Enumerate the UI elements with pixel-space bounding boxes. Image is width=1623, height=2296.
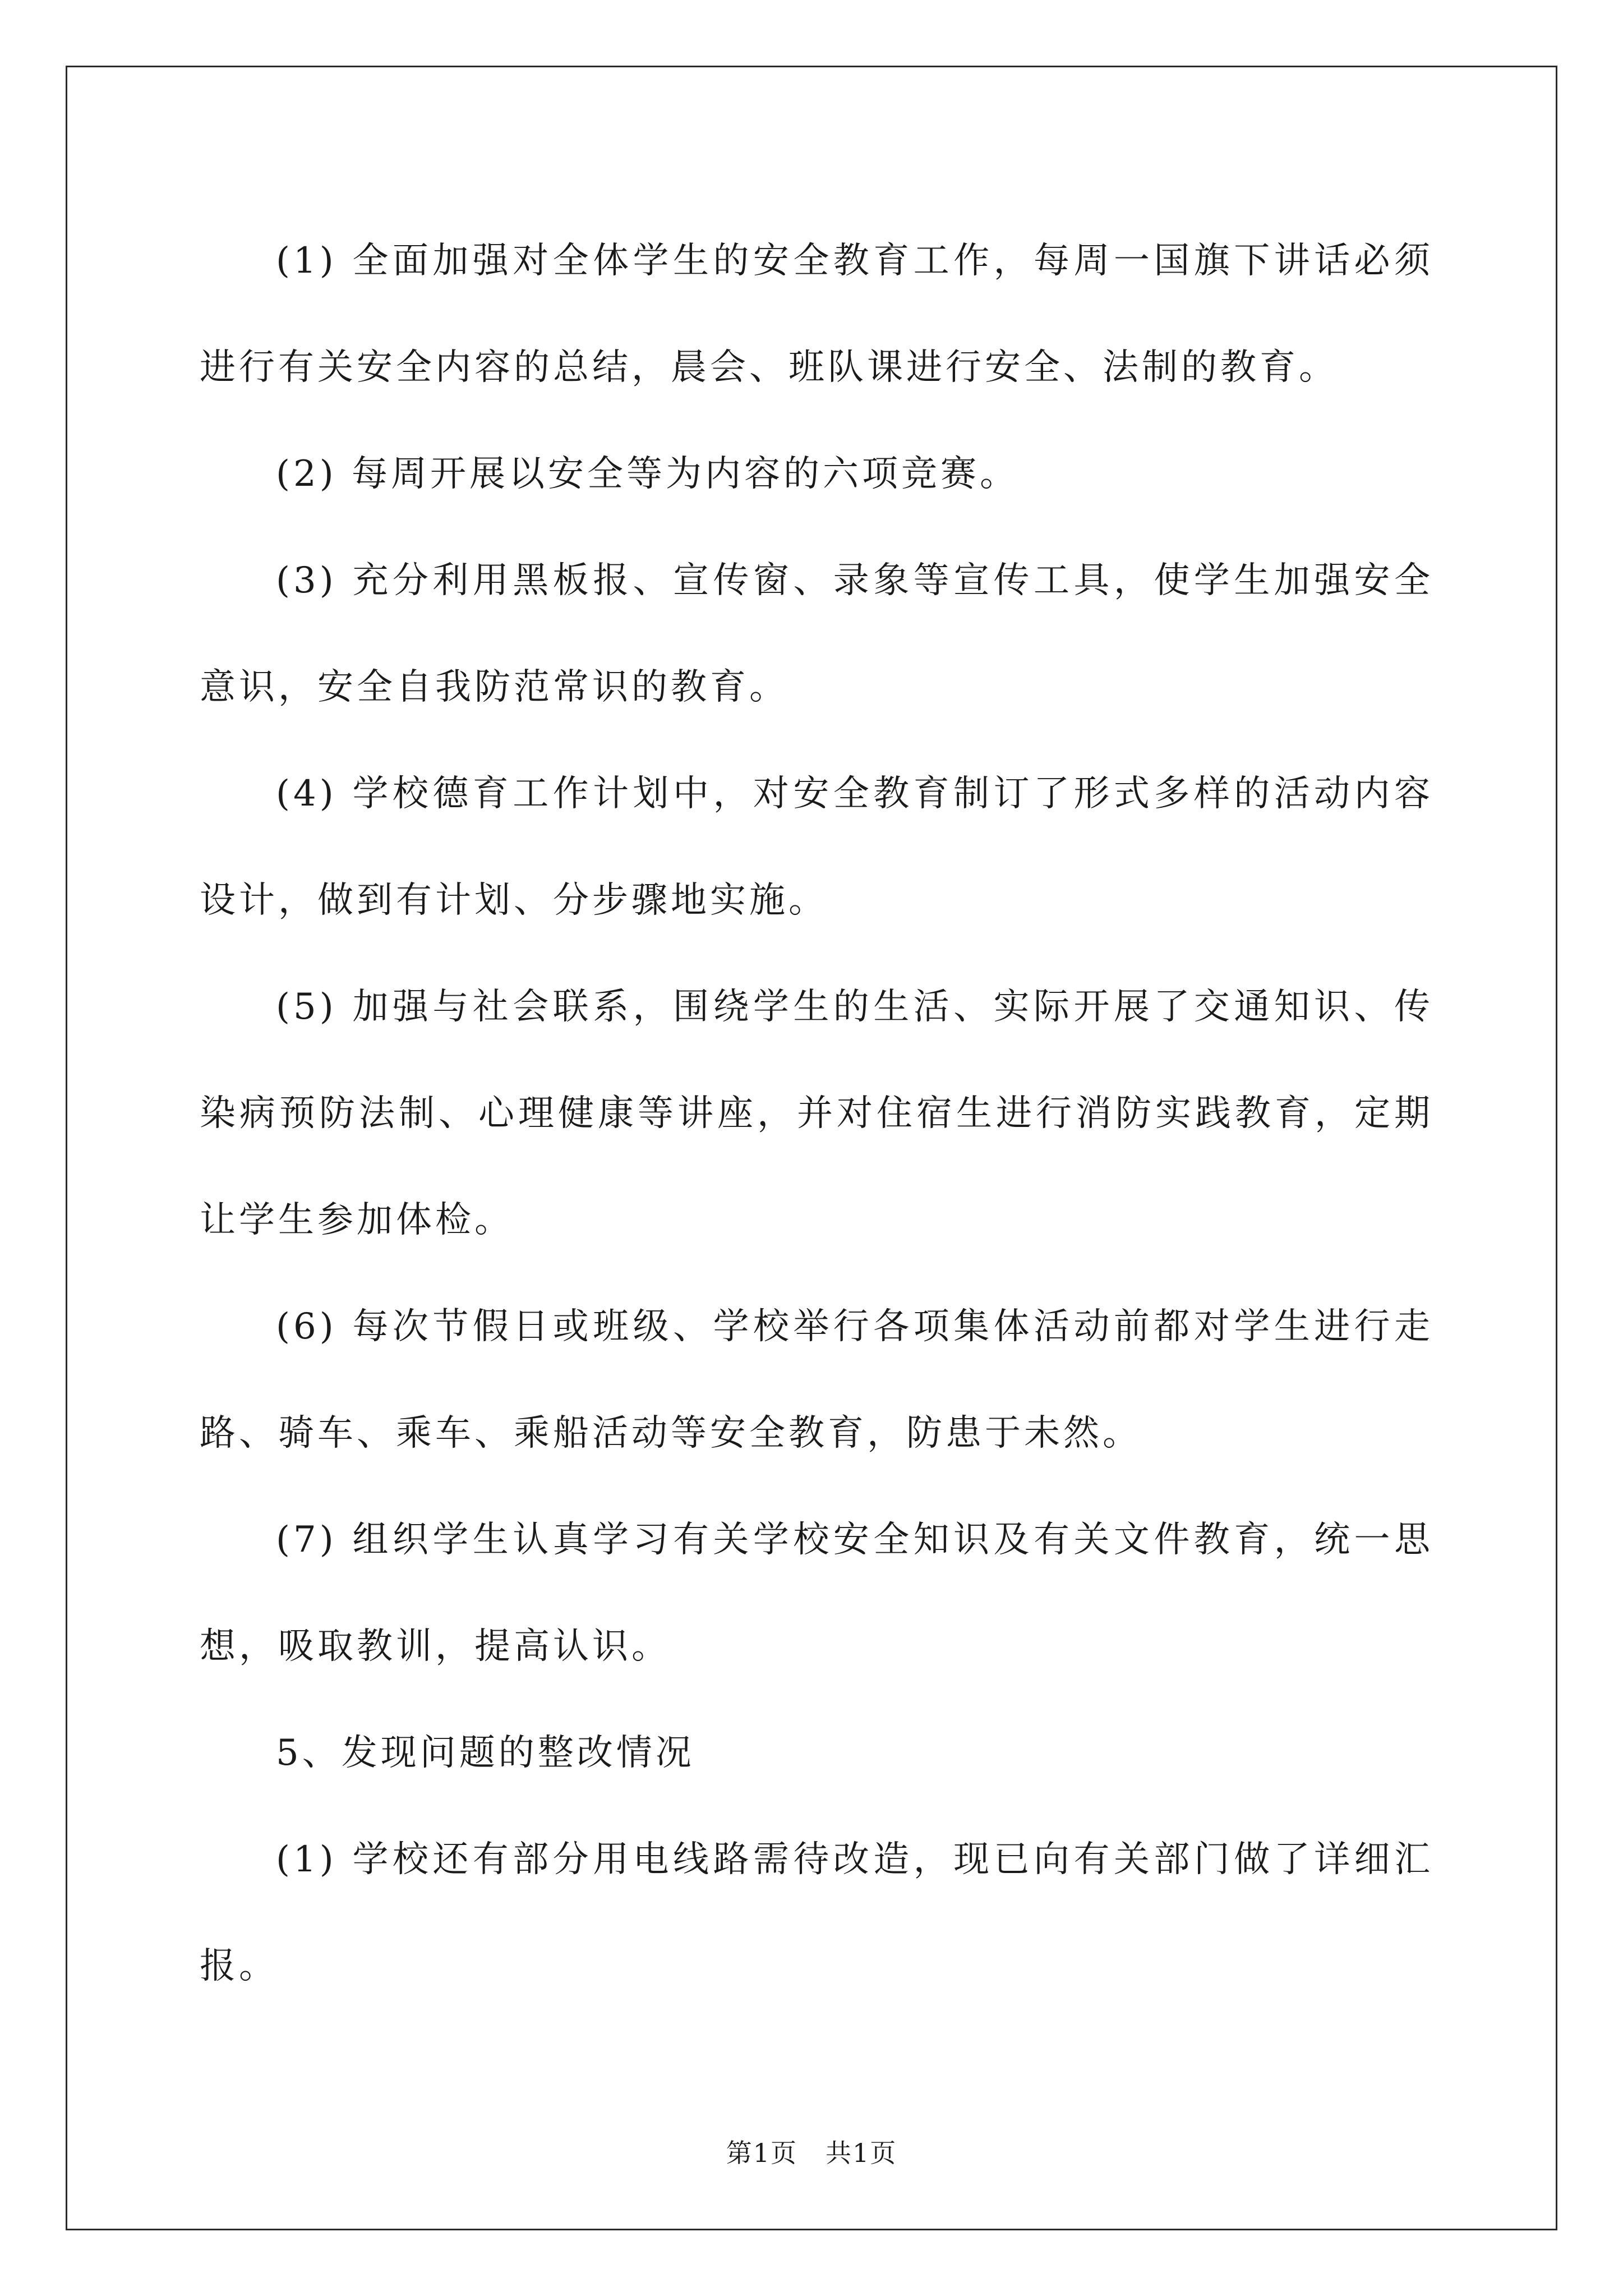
- paragraph-3: (3) 充分利用黑板报、宣传窗、录象等宣传工具，使学生加强安全意识，安全自我防范常识的教育。: [200, 560, 1433, 708]
- paragraph-8: (1) 学校还有部分用电线路需待改造，现已向有关部门做了详细汇报。: [200, 1839, 1433, 1987]
- paragraph-4: (4) 学校德育工作计划中，对安全教育制订了形式多样的活动内容设计，做到有计划、分步骤地实施。: [200, 773, 1433, 921]
- section-heading: 5、发现问题的整改情况: [276, 1732, 695, 1774]
- footer-gap: [797, 2138, 826, 2168]
- paragraph-5: (5) 加强与社会联系，围绕学生的生活、实际开展了交通知识、传染病预防法制、心理健康等讲座，并对住宿生进行消防实践教育，定期让学生参加体检。: [200, 986, 1433, 1241]
- document-body: [200, 208, 1433, 2019]
- paragraph-1: (1) 全面加强对全体学生的安全教育工作，每周一国旗下讲话必须进行有关安全内容的总结，晨会、班队课进行安全、法制的教育。: [200, 240, 1433, 388]
- page-number: 第1页: [726, 2138, 798, 2168]
- paragraph-7: (7) 组织学生认真学习有关学校安全知识及有关文件教育，统一思想，吸取教训，提高认识。: [200, 1519, 1433, 1667]
- paragraph-6: (6) 每次节假日或班级、学校举行各项集体活动前都对学生进行走路、骑车、乘车、乘船活动等安全教育，防患于未然。: [200, 1306, 1433, 1454]
- page-footer: [0, 2136, 1623, 2170]
- paragraph-2: (2) 每周开展以安全等为内容的六项竞赛。: [276, 453, 1019, 495]
- page-total: 共1页: [825, 2138, 897, 2168]
